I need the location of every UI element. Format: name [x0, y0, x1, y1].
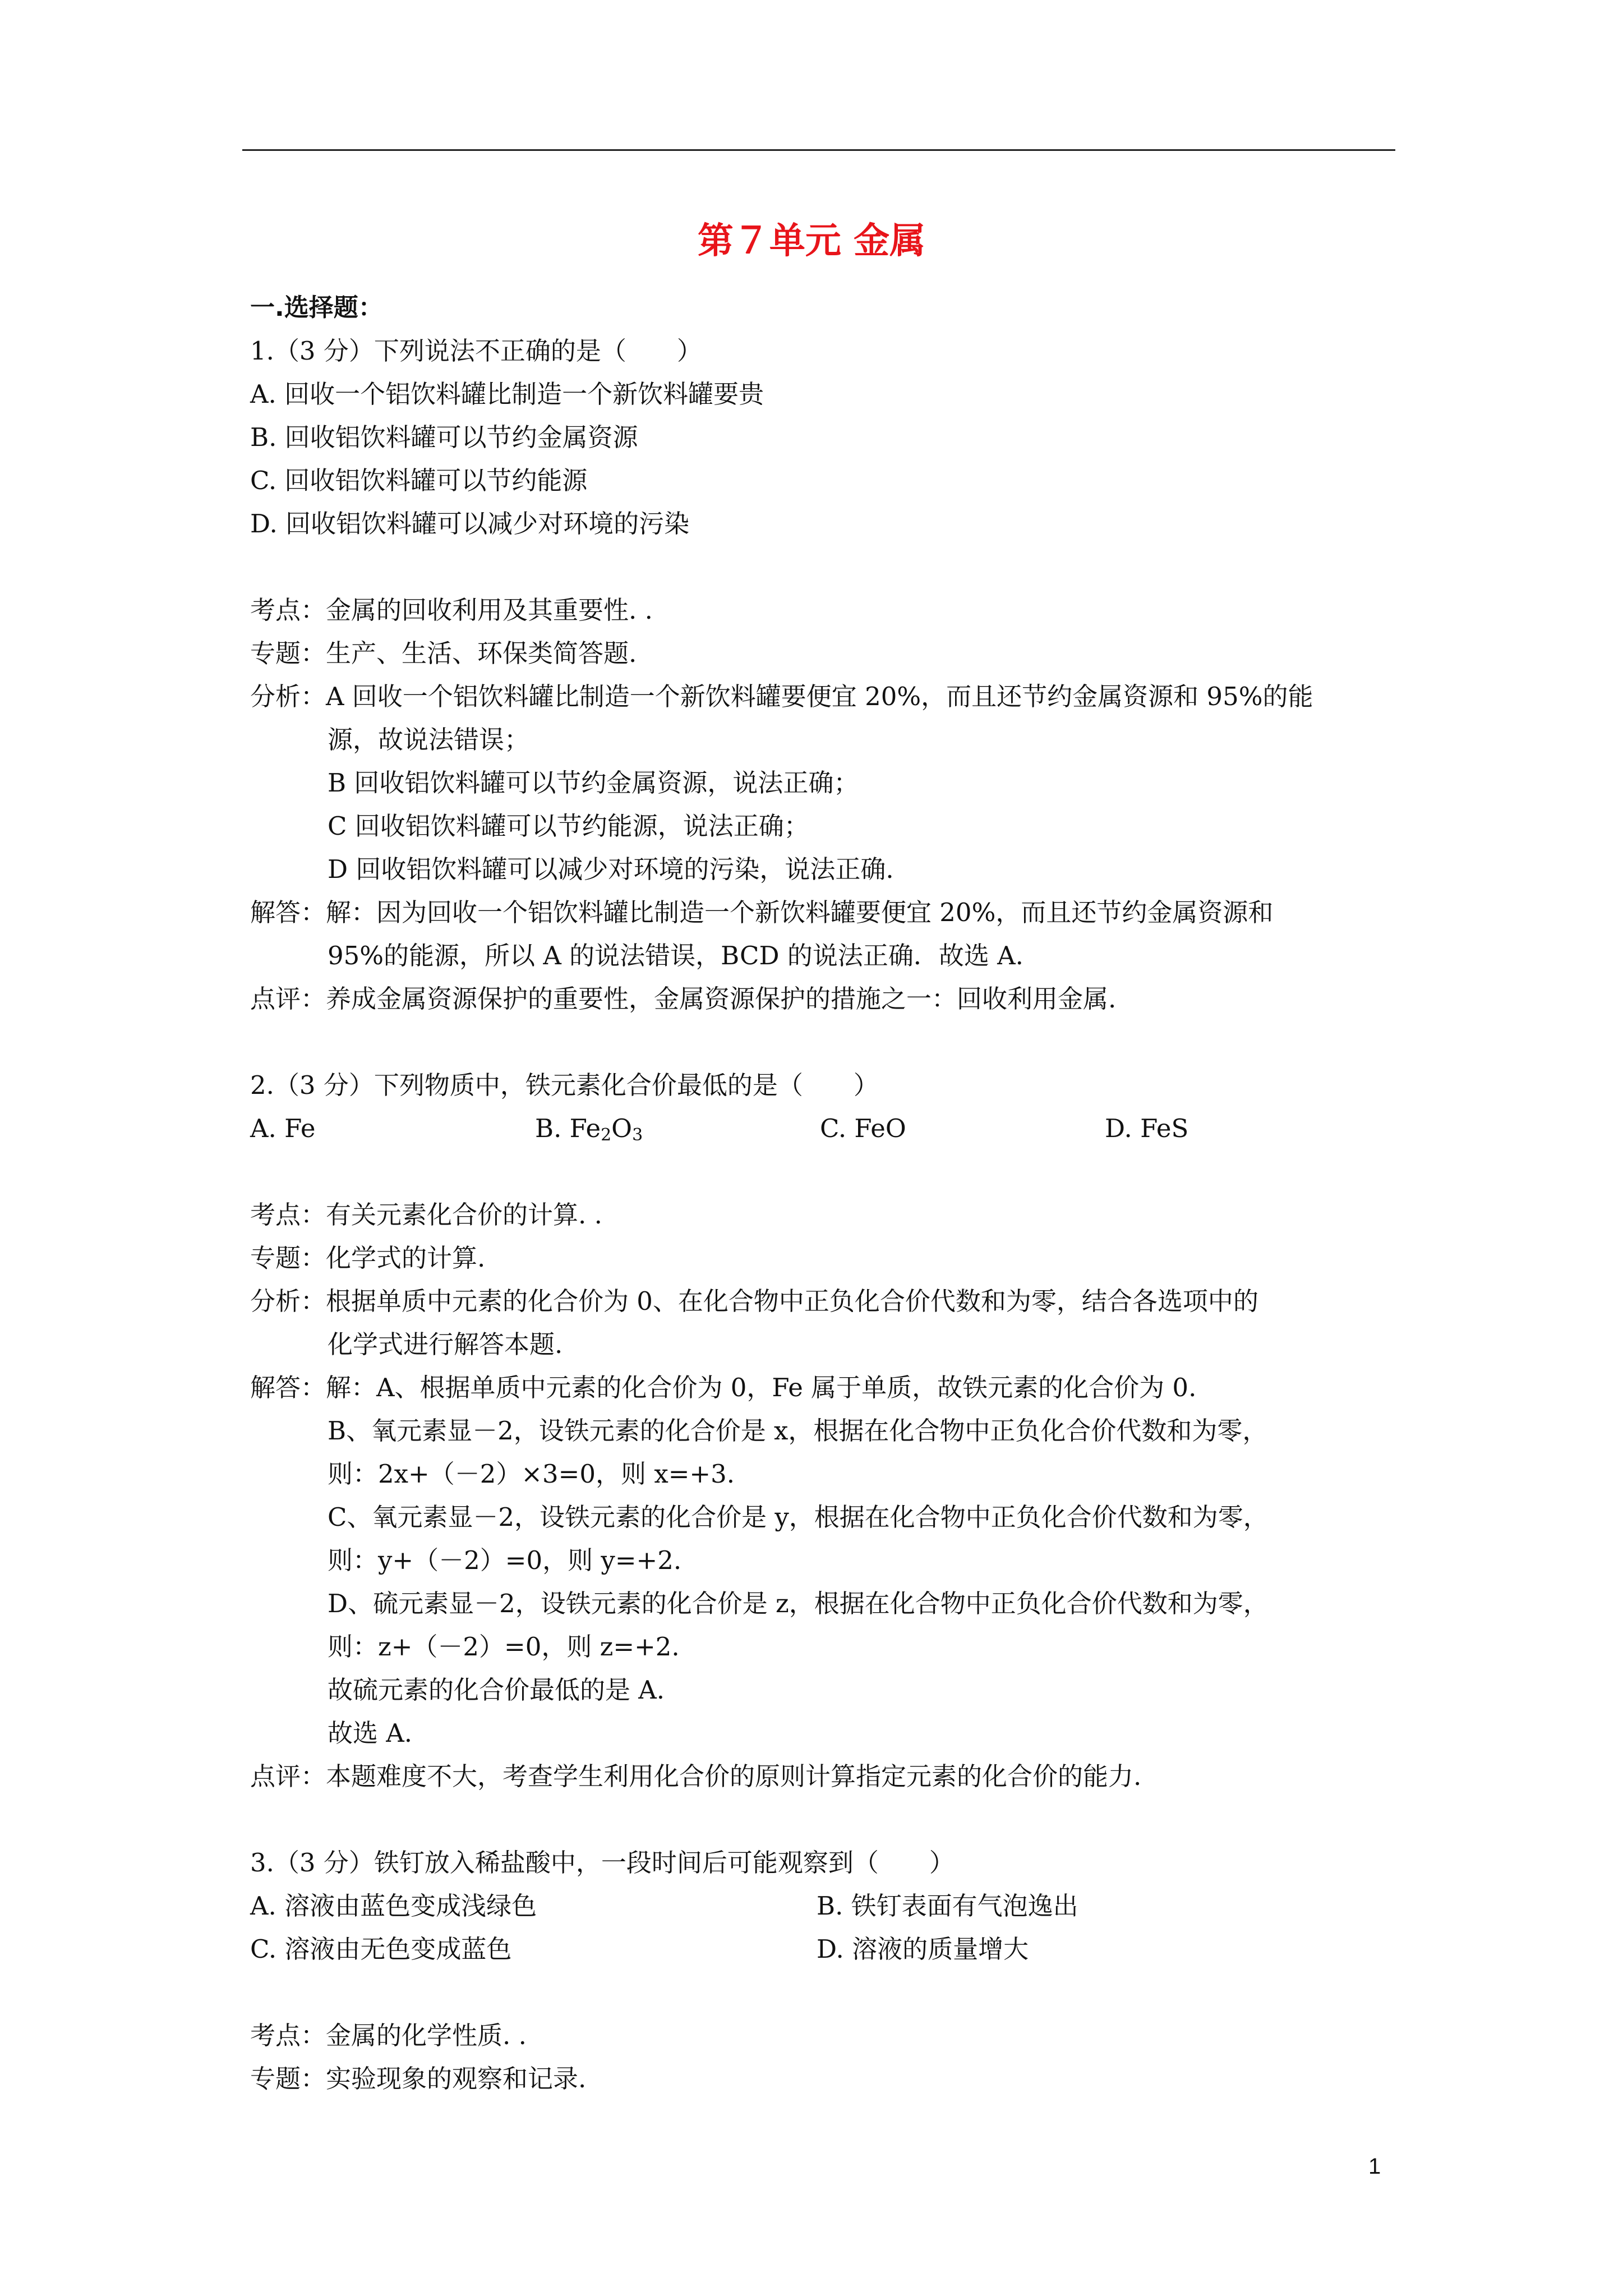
q1-dianping: 点评：养成金属资源保护的重要性，金属资源保护的措施之一：回收利用金属. [250, 984, 1117, 1014]
q3-stem: 3.（3 分）铁钉放入稀盐酸中，一段时间后可能观察到（ ） [250, 1848, 955, 1878]
q2-option-c: C. FeO [820, 1114, 906, 1143]
page-number: 1 [1368, 2154, 1381, 2179]
q1-kaodian: 考点：金属的回收利用及其重要性. . [250, 595, 653, 625]
q2-kaodian: 考点：有关元素化合价的计算. . [250, 1200, 602, 1230]
q2-stem: 2.（3 分）下列物质中，铁元素化合价最低的是（ ） [250, 1070, 879, 1100]
q2-jieda-line: 故硫元素的化合价最低的是 A. [328, 1675, 665, 1705]
q2-fenxi-line: 化学式进行解答本题. [328, 1329, 563, 1359]
document-body [250, 286, 1400, 2100]
page-title: 第７单元 金属 [697, 220, 926, 262]
q2-options [250, 1107, 1400, 1150]
q2-option-a: A. Fe [250, 1114, 316, 1143]
q3-options-row-1 [250, 1884, 1400, 1927]
q3-options-row-2 [250, 1927, 1400, 1971]
q2-fenxi-line: 分析：根据单质中元素的化合价为 0、在化合物中正负化合价代数和为零，结合各选项中的 [250, 1286, 1258, 1316]
q1-fenxi-line: D 回收铝饮料罐可以减少对环境的污染，说法正确. [328, 854, 894, 884]
header-rule [242, 149, 1395, 151]
q3-kaodian: 考点：金属的化学性质. . [250, 2021, 527, 2050]
q2-jieda-line: B、氧元素显－2，设铁元素的化合价是 x，根据在化合物中正负化合价代数和为零， [328, 1416, 1268, 1446]
q2-dianping: 点评：本题难度不大，考查学生利用化合价的原则计算指定元素的化合价的能力. [250, 1761, 1142, 1791]
q1-jieda-line: 95%的能源，所以 A 的说法错误，BCD 的说法正确．故选 A. [328, 941, 1023, 970]
q2-jieda-line: C、氧元素显－2，设铁元素的化合价是 y，根据在化合物中正负化合价代数和为零， [328, 1502, 1269, 1532]
q1-fenxi-line: B 回收铝饮料罐可以节约金属资源，说法正确； [328, 768, 859, 798]
q2-jieda-line: 解答：解：A、根据单质中元素的化合价为 0，Fe 属于单质，故铁元素的化合价为 0. [250, 1373, 1197, 1402]
q3-option-b: B. 铁钉表面有气泡逸出 [817, 1891, 1078, 1921]
q1-option-c: C. 回收铝饮料罐可以节约能源 [250, 466, 588, 495]
q1-fenxi-line: 分析：A 回收一个铝饮料罐比制造一个新饮料罐要便宜 20%，而且还节约金属资源和 95%的能 [250, 682, 1313, 711]
q2-option-d: D. FeS [1105, 1114, 1189, 1143]
q2-jieda-line: 则：2x+（－2）×3=0，则 x=+3. [328, 1459, 735, 1489]
q2-option-b: B. $Fe_2O_3$ [535, 1114, 643, 1145]
q2-jieda-line: 则：z+（－2）=0，则 z=+2. [328, 1632, 680, 1662]
q1-stem: 1.（3 分）下列说法不正确的是（ ） [250, 336, 702, 366]
q3-zhuanti: 专题：实验现象的观察和记录. [250, 2064, 587, 2093]
q1-fenxi-line: 源，故说法错误； [328, 725, 530, 754]
q1-fenxi-line: C 回收铝饮料罐可以节约能源，说法正确； [328, 811, 809, 841]
q1-option-b: B. 回收铝饮料罐可以节约金属资源 [250, 422, 638, 452]
q1-jieda-line: 解答：解：因为回收一个铝饮料罐比制造一个新饮料罐要便宜 20%，而且还节约金属资源和 [250, 898, 1274, 927]
section-heading: 一.选择题： [250, 293, 383, 322]
q1-zhuanti: 专题：生产、生活、环保类简答题. [250, 638, 637, 668]
q2-jieda-line: 则：y+（－2）=0，则 y=+2. [328, 1545, 682, 1575]
q3-option-c: C. 溶液由无色变成蓝色 [250, 1934, 512, 1964]
q2-jieda-line: 故选 A. [328, 1718, 413, 1748]
q2-jieda-line: D、硫元素显－2，设铁元素的化合价是 z，根据在化合物中正负化合价代数和为零， [328, 1589, 1269, 1618]
q3-option-d: D. 溶液的质量增大 [817, 1934, 1029, 1964]
q3-option-a: A. 溶液由蓝色变成浅绿色 [250, 1891, 537, 1921]
q1-option-a: A. 回收一个铝饮料罐比制造一个新饮料罐要贵 [250, 379, 764, 409]
q2-zhuanti: 专题：化学式的计算. [250, 1243, 486, 1273]
q1-option-d: D. 回收铝饮料罐可以减少对环境的污染 [250, 509, 690, 539]
